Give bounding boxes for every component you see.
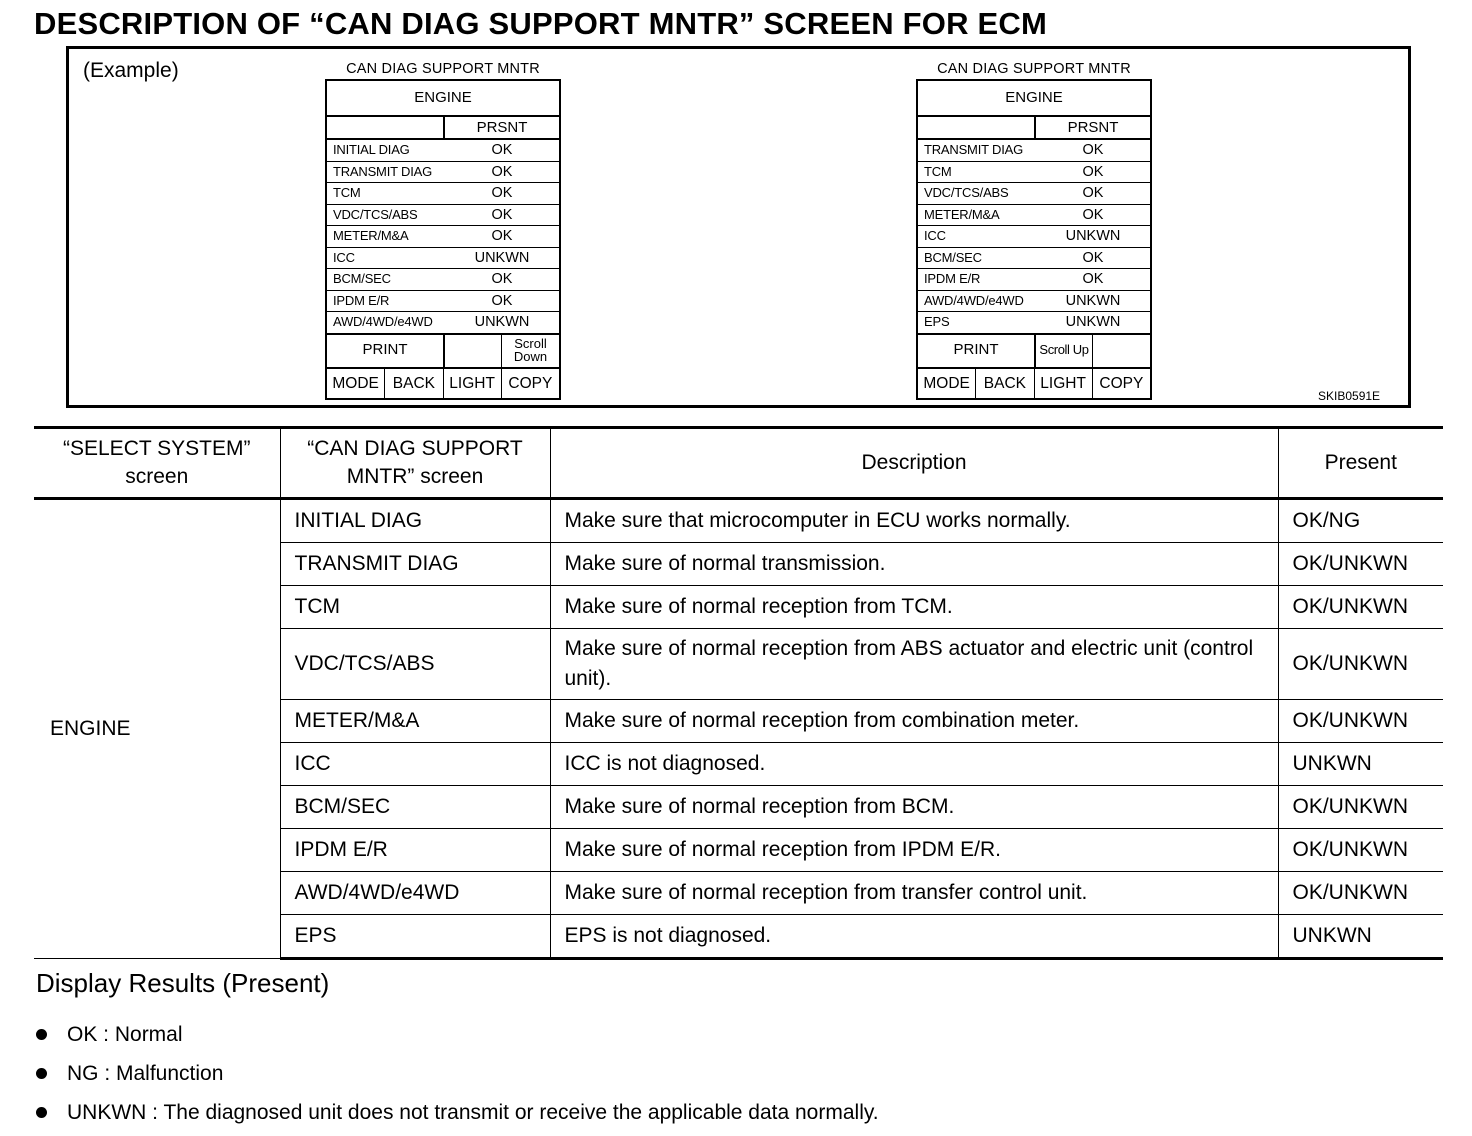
system-cell: ENGINE [34,499,280,959]
screen-row: VDC/TCS/ABS OK [327,205,559,227]
example-screen-2 [916,59,1152,400]
list-item: NG : Malfunction [36,1054,879,1093]
table-header-row [34,428,1443,499]
screen-row: METER/M&A OK [918,205,1150,227]
table-row: EPS EPS is not diagnosed. UNKWN [34,915,1443,959]
screen-row: INITIAL DIAG OK [327,140,559,162]
table-row: ENGINE INITIAL DIAG Make sure that microcomputer in ECU works normally. OK/NG [34,499,1443,543]
bullet-icon [36,1068,47,1079]
table-row: TCM Make sure of normal reception from TCM. OK/UNKWN [34,586,1443,629]
table-row: METER/M&A Make sure of normal reception from combination meter. OK/UNKWN [34,700,1443,743]
light-button[interactable]: LIGHT [444,369,502,398]
back-button[interactable]: BACK [385,369,443,398]
header-can-diag: “CAN DIAG SUPPORT MNTR” screen [280,428,550,499]
bullet-icon [36,1107,47,1118]
table-row: IPDM E/R Make sure of normal reception from IPDM E/R. OK/UNKWN [34,829,1443,872]
print-button[interactable]: PRINT [327,335,445,367]
screen-title: CAN DIAG SUPPORT MNTR [346,61,540,77]
screen-row: BCM/SEC OK [918,248,1150,270]
list-item: UNKWN : The diagnosed unit does not transmit or receive the applicable data normally. [36,1093,879,1132]
copy-button[interactable]: COPY [1099,374,1144,392]
table-row: ICC ICC is not diagnosed. UNKWN [34,743,1443,786]
screen-row: BCM/SEC OK [327,269,559,291]
screen-row: IPDM E/R OK [918,269,1150,291]
back-button[interactable]: BACK [976,369,1034,398]
scroll-down-button[interactable]: Scroll Down [513,335,548,364]
screen-row: AWD/4WD/e4WD UNKWN [327,312,559,334]
light-button[interactable]: LIGHT [1035,369,1093,398]
screen-column-label: PRSNT [476,119,528,136]
screen-row: METER/M&A OK [327,226,559,248]
print-button[interactable]: PRINT [918,335,1036,367]
table-row: AWD/4WD/e4WD Make sure of normal reception from transfer control unit. OK/UNKWN [34,872,1443,915]
screen-header: ENGINE [327,81,559,117]
table-row: TRANSMIT DIAG Make sure of normal transmission. OK/UNKWN [34,543,1443,586]
screen-column-label: PRSNT [1067,119,1119,136]
screen-row: IPDM E/R OK [327,291,559,313]
results-title: Display Results (Present) [36,968,330,998]
can-diag-table [34,426,1443,960]
scroll-up-button[interactable]: Scroll Up [1036,335,1093,367]
example-screen-1 [325,59,561,400]
list-item: OK : Normal [36,1015,879,1054]
mode-button[interactable]: MODE [327,369,385,398]
header-description: Description [550,428,1278,499]
table-row: VDC/TCS/ABS Make sure of normal reception from ABS actuator and electric unit (control unit). OK/UNKWN [34,629,1443,700]
page-title: DESCRIPTION OF “CAN DIAG SUPPORT MNTR” SCREEN FOR ECM [34,6,1047,41]
copy-button[interactable]: COPY [508,374,553,392]
table-row: BCM/SEC Make sure of normal reception from BCM. OK/UNKWN [34,786,1443,829]
screen-header: ENGINE [918,81,1150,117]
screen-row: TRANSMIT DIAG OK [918,140,1150,162]
figure-code: SKIB0591E [1318,389,1381,403]
screen-row: TRANSMIT DIAG OK [327,162,559,184]
screen-row: VDC/TCS/ABS OK [918,183,1150,205]
header-select-system: “SELECT SYSTEM” screen [34,428,280,499]
screen-row: ICC UNKWN [327,248,559,270]
mode-button[interactable]: MODE [918,369,976,398]
screen-row: EPS UNKWN [918,312,1150,334]
screen-row: TCM OK [918,162,1150,184]
screen-title: CAN DIAG SUPPORT MNTR [937,61,1131,77]
example-figure [66,46,1411,408]
example-label: (Example) [83,59,179,82]
bullet-icon [36,1029,47,1040]
screen-row: TCM OK [327,183,559,205]
header-present: Present [1278,428,1443,499]
screen-row: ICC UNKWN [918,226,1150,248]
screen-row: AWD/4WD/e4WD UNKWN [918,291,1150,313]
results-list [36,1015,879,1132]
